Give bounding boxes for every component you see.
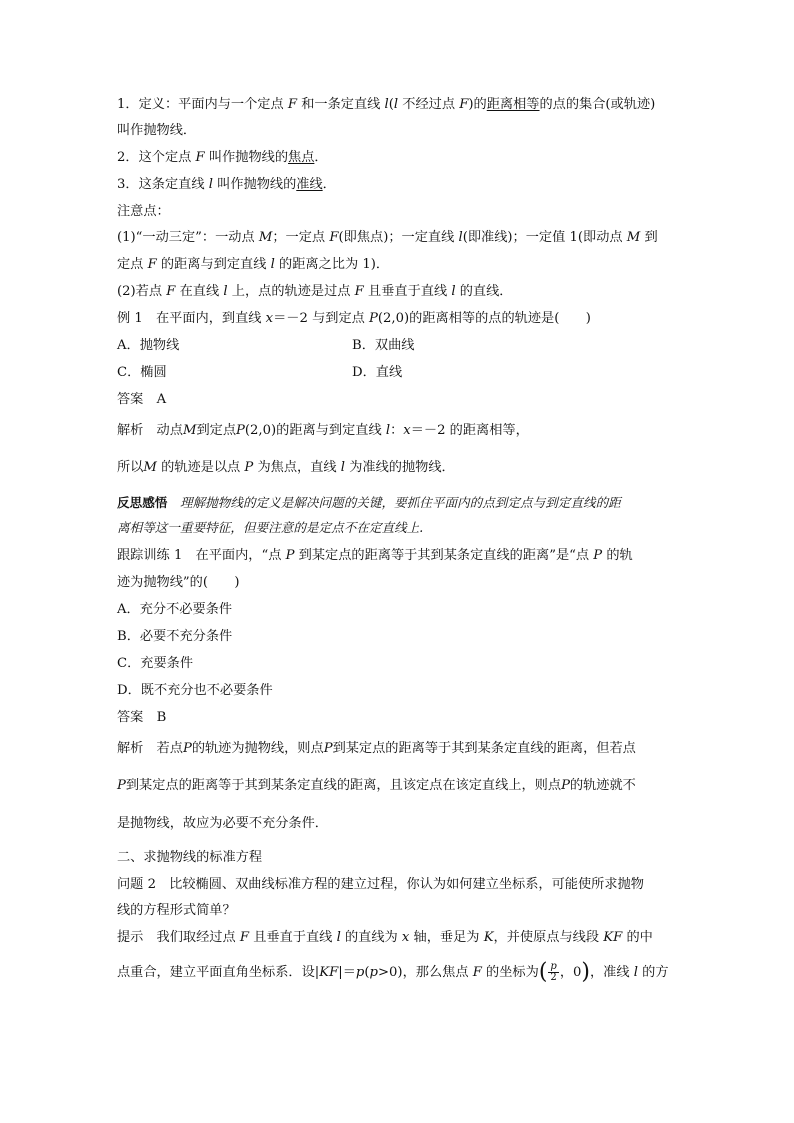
example-1-option-b: B．双曲线 <box>352 338 415 353</box>
training-label: 跟踪训练 1 <box>117 548 183 563</box>
training-1-solution-line-2: P到某定点的距离等于其到某条定直线的距离，且该定点在该定直线上，则点P的轨迹就不 <box>117 778 636 793</box>
training-1-question-line-1: 跟踪训练 1 在平面内，“点 P 到某定点的距离等于其到某条定直线的距离”是“点 P 的轨 <box>117 548 633 563</box>
focus-coordinate-fraction: $\frac{p}{2}$ <box>550 961 557 983</box>
training-1-answer: 答案 B <box>117 710 167 725</box>
training-1-option-b: B．必要不充分条件 <box>117 629 233 644</box>
hint-line-1: 提示 我们取经过点 F 且垂直于直线 l 的直线为 x 轴，垂足为 K，并使原点与线段 KF 的中 <box>117 930 653 945</box>
directrix-definition: 3．这条定直线 l 叫作抛物线的准线． <box>117 177 336 192</box>
training-1-option-a: A．充分不必要条件 <box>117 602 233 617</box>
training-1-question-line-2: 迹为抛物线”的( ) <box>117 575 240 590</box>
section-2-title: 二、求抛物线的标准方程 <box>117 850 263 865</box>
hint-label: 提示 <box>117 930 144 945</box>
note-1-line-1: (1)“一动三定”：一动点 M；一定点 F(即焦点)；一定直线 l(即准线)；一定值 1(即动点 M 到 <box>117 230 658 245</box>
training-1-option-c: C．充要条件 <box>117 656 194 671</box>
note-1-line-2: 定点 F 的距离与到定直线 l 的距离之比为 1)． <box>117 257 390 272</box>
reflection-label: 反思感悟 <box>117 495 168 510</box>
reflection-line-2: 离相等这一重要特征，但要注意的是定点不在定直线上. <box>117 520 424 535</box>
training-1-solution-line-1: 解析 若点P的轨迹为抛物线，则点P到某定点的距离等于其到某条定直线的距离，但若点 <box>117 741 636 756</box>
problem-label: 问题 2 <box>117 877 156 892</box>
example-label: 例 1 <box>117 311 143 326</box>
problem-2-line-1: 问题 2 比较椭圆、双曲线标准方程的建立过程，你认为如何建立坐标系，可能使所求抛物 <box>117 877 644 892</box>
example-1-solution-line-1: 解析 动点M到定点P(2,0)的距离与到定直线 l：x＝－2 的距离相等， <box>117 423 529 438</box>
hint-line-2: 点重合，建立平面直角坐标系．设|KF|＝p(p>0)，那么焦点 F 的坐标为( $\frac{p}{2}$ ，0)，准线 l 的方 <box>117 959 669 985</box>
training-1-solution-line-3: 是抛物线，故应为必要不充分条件． <box>117 816 328 831</box>
definition-line-2: 叫作抛物线． <box>117 123 197 138</box>
example-1-option-c: C．椭圆 <box>117 365 167 380</box>
example-1-answer: 答案 A <box>117 392 167 407</box>
definition-line-1: 1．定义：平面内与一个定点 F 和一条定直线 l(l 不经过点 F)的距离相等的点的集合(或轨迹) <box>117 97 656 112</box>
notes-title: 注意点： <box>117 204 170 219</box>
training-1-option-d: D．既不充分也不必要条件 <box>117 683 273 698</box>
note-2: (2)若点 F 在直线 l 上，点的轨迹是过点 F 且垂直于直线 l 的直线． <box>117 284 513 299</box>
example-1-option-d: D．直线 <box>352 365 403 380</box>
focus-definition: 2．这个定点 F 叫作抛物线的焦点． <box>117 150 328 165</box>
example-1-solution-line-2: 所以M 的轨迹是以点 P 为焦点，直线 l 为准线的抛物线． <box>117 460 455 475</box>
example-1-question: 例 1 在平面内，到直线 x＝－2 与到定点 P(2,0)的距离相等的点的轨迹是( ) <box>117 311 591 326</box>
reflection-line-1: 反思感悟 理解抛物线的定义是解决问题的关键，要抓住平面内的点到定点与到定直线的距 <box>117 495 621 510</box>
underlined-term: 距离相等 <box>486 97 540 112</box>
problem-2-line-2: 线的方程形式简单？ <box>117 903 236 918</box>
example-1-option-a: A．抛物线 <box>117 338 180 353</box>
